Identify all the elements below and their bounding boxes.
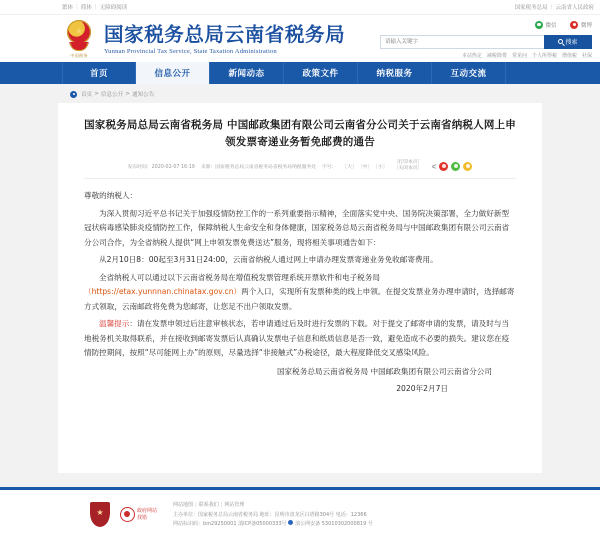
site-title-block: [104, 23, 345, 55]
main-nav: [0, 62, 600, 84]
font-size-large[interactable]: ［大］: [342, 164, 357, 170]
topbar-link-sta[interactable]: 国家税务总局: [514, 5, 548, 11]
footer-separator: |: [195, 501, 197, 508]
topbar-left-links: [62, 3, 127, 11]
footer-link-contact[interactable]: 联系我们: [198, 501, 219, 508]
police-beian-icon: [288, 520, 293, 525]
topbar-link-accessibility[interactable]: 无障碍阅读: [99, 5, 128, 11]
breadcrumb: [0, 84, 600, 103]
weibo-quick-link[interactable]: [570, 21, 592, 29]
nav-item-policy-docs[interactable]: 政策文件: [284, 62, 358, 84]
nav-item-info-disclosure[interactable]: 信息公开: [136, 62, 210, 84]
breadcrumb-separator: >: [94, 91, 99, 97]
font-size-label: 字号：: [321, 164, 337, 170]
search-bar: [380, 35, 592, 49]
topbar-link-traditional[interactable]: 繁体: [62, 5, 74, 11]
topbar-separator: |: [94, 4, 97, 10]
publish-time: 发布时间：2020-02-07 16:19: [127, 164, 195, 170]
police-shield-icon: [90, 502, 110, 527]
article-meta: [84, 160, 516, 179]
footer-separator: |: [220, 501, 223, 508]
article-date: 2020年2月7日: [396, 384, 448, 393]
paragraph-after-link: 两个入口，实现所有发票种类的线上申领。在提交发票业务办理申请时，选择邮寄方式领取，云南邮政将免费为您邮寄，让您足不出户领取发票。: [84, 287, 515, 311]
font-size-controls: [342, 163, 387, 170]
qq-share-icon[interactable]: [463, 162, 472, 171]
print-page-link[interactable]: ［打印本页］: [393, 160, 423, 165]
footer-police-beian[interactable]: 滇公网安备 53010302000819 号: [295, 520, 373, 527]
top-utility-bar: [0, 0, 600, 15]
site-header: [0, 15, 600, 62]
hot-keyword[interactable]: 社保: [581, 52, 592, 59]
search-button[interactable]: [544, 35, 592, 49]
hot-keyword[interactable]: 减税降费: [486, 52, 507, 59]
paragraph-before-link: 全省纳税人可以通过以下云南省税务局在增值税发票管理系统开票软件和电子税务局: [99, 272, 380, 282]
article-panel: [58, 103, 542, 473]
article-body: [84, 189, 516, 397]
article-signature: 国家税务总局云南省税务局 中国邮政集团有限公司云南省分公司: [276, 366, 492, 376]
gov-badge-line1: 政府网站: [137, 508, 158, 514]
search-button-label: 搜索: [565, 40, 578, 46]
hot-keyword[interactable]: 个人所得税: [531, 52, 557, 59]
breadcrumb-item-info-disclosure[interactable]: 信息公开: [100, 92, 124, 98]
footer-info: [173, 501, 373, 529]
footer-links: [173, 501, 373, 510]
wechat-label: 微信: [545, 22, 557, 29]
gov-badge-text: [137, 508, 157, 521]
wechat-share-icon[interactable]: [451, 162, 460, 171]
article-source: 来源：国家税务总局云南省税务局省税务局纳税服务处: [200, 164, 316, 170]
emblem-disc: [67, 20, 91, 44]
font-size-small[interactable]: ［小］: [373, 164, 388, 170]
weibo-icon: [570, 21, 578, 29]
site-title-cn: 国家税务总局云南省税务局: [104, 22, 346, 46]
nav-item-tax-services[interactable]: 纳税服务: [358, 62, 432, 84]
etax-portal-link[interactable]: （https://etax.yunnnan.chinatax.gov.cn）: [84, 287, 242, 296]
hot-keyword[interactable]: 增值税: [561, 52, 577, 59]
footer-host-line: 主办单位：国家税务总局云南省税务局 地址：昆明市盘龙区白塔路304号 电话：12366: [173, 512, 367, 519]
nav-item-interaction[interactable]: 互动交流: [432, 62, 506, 84]
footer-link-admin[interactable]: 网站管理: [224, 501, 245, 508]
main-area: [0, 84, 600, 487]
article-title: 国家税务局总局云南省税务局 中国邮政集团有限公司云南省分公司关于云南省纳税人网上申领发票寄递业务暂免邮费的通告: [84, 119, 516, 148]
weibo-share-icon[interactable]: [439, 162, 448, 171]
hot-keyword[interactable]: 本站热定: [461, 52, 482, 59]
header-right: [380, 19, 592, 59]
close-page-link[interactable]: ［关闭本页］: [393, 166, 423, 171]
breadcrumb-item-home[interactable]: 首页: [81, 92, 93, 98]
search-input[interactable]: [380, 35, 544, 49]
share-icon[interactable]: [431, 164, 436, 169]
wechat-icon: [535, 21, 543, 29]
topbar-separator: |: [76, 4, 78, 10]
hot-keyword[interactable]: 常见问: [511, 52, 527, 59]
footer-icp-line: [173, 520, 373, 529]
gov-website-icon: [120, 507, 135, 522]
location-pin-icon: [70, 91, 77, 98]
footer-icp[interactable]: 滇ICP备05000333号: [238, 520, 287, 527]
footer-link-sitemap[interactable]: 网站地图: [173, 501, 194, 508]
tip-label: 温馨提示: [99, 319, 130, 328]
nav-item-news[interactable]: 新闻动态: [210, 62, 284, 84]
body-paragraph-2: 从2月10日8：00起至3月31日24:00，云南省纳税人通过网上申请办理发票寄递业务免收邮寄费用。: [99, 255, 438, 264]
tip-text: ：请在发票申领过后注意审核状态，若申请通过后及时进行发票的下载。对于提交了邮寄申请的发票，请及时与当地税务机关取得联系，并在接收到邮寄发票后认真确认发票电子信息和纸质信息是否一致，避免造成不必要的损失。建议您在疫情防控期间，按照“尽可能网上办”的原则，尽量选择“非接触式”办税途径，最大程度降低交叉感染风险。: [84, 319, 510, 357]
topbar-right-links: [515, 3, 594, 11]
hot-keywords: [380, 52, 592, 59]
topbar-link-yunnan-gov[interactable]: 云南省人民政府: [555, 5, 594, 11]
wechat-quick-link[interactable]: [535, 21, 557, 29]
body-paragraph-3: [84, 271, 516, 315]
weibo-label: 微博: [580, 22, 592, 29]
emblem-caption: 中国税务: [70, 52, 88, 58]
body-paragraph-1: 为深入贯彻习近平总书记关于加强疫情防控工作的一系列重要指示精神，全面落实党中央、国务院决策部署，全力做好新型冠状病毒感染肺炎疫情防控工作，保障纳税人生命安全和身体健康，国家税务总局云南省税务局与中国邮政集团有限公司云南省分公司合作，为全省纳税人提供“网上申领发票免费送达”服务，现将相关事项通告如下：: [84, 208, 510, 247]
footer-site-code: 网站标识码：bm29250001: [173, 520, 237, 527]
share-group: [431, 162, 472, 171]
search-icon: [558, 39, 563, 44]
font-size-medium[interactable]: ［中］: [357, 164, 373, 170]
breadcrumb-item-announcements[interactable]: 通知公告: [131, 92, 155, 98]
article-actions: [394, 160, 423, 172]
salutation: 尊敬的纳税人：: [84, 191, 138, 200]
tip-paragraph: [84, 317, 516, 361]
site-footer: [0, 490, 600, 537]
nav-item-home[interactable]: 首页: [62, 62, 136, 84]
site-title-en: Yunnan Provincial Tax Service, State Taxation Administration: [104, 47, 277, 55]
topbar-link-simplified[interactable]: 简体: [80, 5, 92, 11]
gov-website-badge[interactable]: [120, 507, 157, 522]
emblem-wheel: [66, 42, 92, 53]
breadcrumb-separator: >: [125, 91, 130, 97]
gov-badge-line2: 找错: [137, 514, 148, 521]
topbar-separator: |: [550, 4, 553, 10]
tax-emblem-icon: [62, 19, 96, 59]
header-quick-links: [380, 19, 592, 31]
